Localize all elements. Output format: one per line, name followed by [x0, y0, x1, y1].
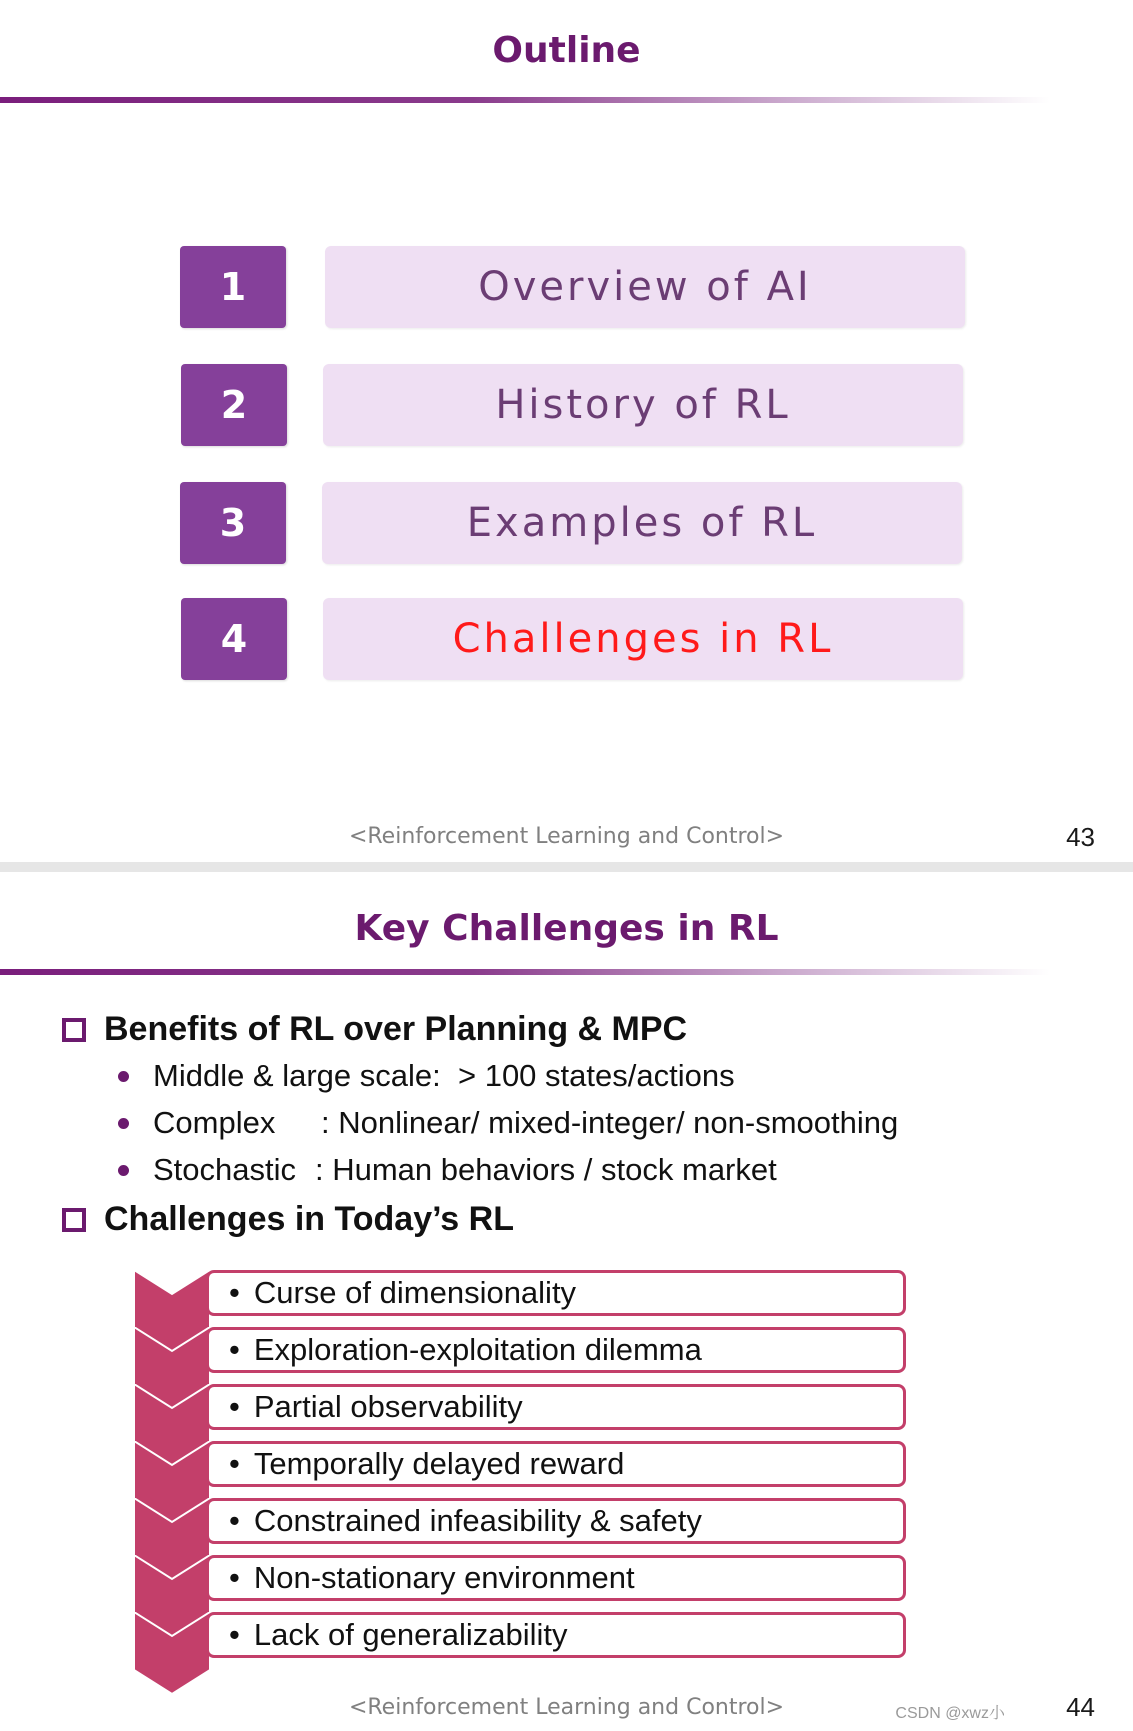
outline-number: 3: [180, 482, 286, 564]
challenge-box: [206, 1441, 906, 1487]
outline-number: 2: [181, 364, 287, 446]
challenge-item: [0, 1270, 1133, 1328]
benefit-bullet: [118, 1058, 735, 1094]
hollow-square-bullet-icon: [62, 1208, 86, 1232]
challenge-item: [0, 1384, 1133, 1442]
challenge-item: [0, 1441, 1133, 1499]
challenge-item: [0, 1612, 1133, 1670]
benefit-term: Middle & large scale:: [153, 1058, 441, 1093]
outline-item: [0, 482, 1133, 564]
section-heading-text: Challenges in Today’s RL: [104, 1200, 514, 1238]
slide-footer: <Reinforcement Learning and Control>: [348, 824, 785, 849]
benefit-detail: > 100 states/actions: [457, 1058, 735, 1093]
challenge-box: [206, 1498, 906, 1544]
slide-title: Key Challenges in RL: [354, 908, 779, 949]
challenge-text: Curse of dimensionality: [253, 1275, 577, 1310]
challenge-box: [206, 1270, 906, 1316]
bullet-glyph: •: [229, 1446, 240, 1481]
outline-label: Overview of AI: [325, 246, 965, 328]
outline-number: 1: [180, 246, 286, 328]
benefit-term: Stochastic: [153, 1152, 297, 1187]
title-rule: [0, 969, 1050, 975]
challenge-box: [206, 1612, 906, 1658]
bullet-glyph: •: [229, 1617, 240, 1652]
outline-label: Examples of RL: [322, 482, 962, 564]
page-number: 43: [1066, 822, 1095, 852]
outline-number: 4: [181, 598, 287, 680]
bullet-glyph: •: [229, 1332, 240, 1367]
benefit-bullet: [118, 1105, 898, 1141]
outline-label: History of RL: [323, 364, 963, 446]
section-heading-benefits: [62, 1010, 687, 1049]
title-rule: [0, 97, 1050, 103]
round-bullet-icon: [118, 1118, 129, 1129]
round-bullet-icon: [118, 1071, 129, 1082]
outline-item: [0, 246, 1133, 328]
outline-item-current: [0, 598, 1133, 680]
hollow-square-bullet-icon: [62, 1018, 86, 1042]
bullet-glyph: •: [229, 1503, 240, 1538]
benefit-detail: : Nonlinear/ mixed-integer/ non-smoothing: [321, 1105, 899, 1140]
challenge-text: Non-stationary environment: [253, 1560, 635, 1595]
bullet-glyph: •: [229, 1389, 240, 1424]
slide-separator: [0, 862, 1133, 872]
benefit-term: Complex: [153, 1105, 276, 1140]
chevron-down-icon: [134, 1612, 210, 1694]
benefit-bullet: [118, 1152, 777, 1188]
challenge-item: [0, 1555, 1133, 1613]
section-heading-text: Benefits of RL over Planning & MPC: [104, 1010, 688, 1048]
page-number: 44: [1066, 1692, 1095, 1722]
outline-label-current: Challenges in RL: [323, 598, 963, 680]
challenge-text: Temporally delayed reward: [253, 1446, 625, 1481]
slide-43: [0, 0, 1133, 862]
challenge-box: [206, 1555, 906, 1601]
round-bullet-icon: [118, 1165, 129, 1176]
slide-title: Outline: [492, 30, 641, 71]
challenge-text: Partial observability: [253, 1389, 523, 1424]
challenge-text: Lack of generalizability: [253, 1617, 568, 1652]
challenge-item: [0, 1327, 1133, 1385]
slide-footer: <Reinforcement Learning and Control>: [348, 1695, 785, 1720]
watermark: CSDN @xwz小: [895, 1705, 1005, 1722]
slide-44: [0, 872, 1133, 1731]
section-heading-challenges: [62, 1200, 514, 1239]
challenge-text: Exploration-exploitation dilemma: [253, 1332, 702, 1367]
bullet-glyph: •: [229, 1275, 240, 1310]
benefit-detail: : Human behaviors / stock market: [315, 1152, 777, 1187]
bullet-glyph: •: [229, 1560, 240, 1595]
challenge-text: Constrained infeasibility & safety: [253, 1503, 702, 1538]
challenge-box: [206, 1384, 906, 1430]
challenge-box: [206, 1327, 906, 1373]
challenge-item: [0, 1498, 1133, 1556]
outline-item: [0, 364, 1133, 446]
